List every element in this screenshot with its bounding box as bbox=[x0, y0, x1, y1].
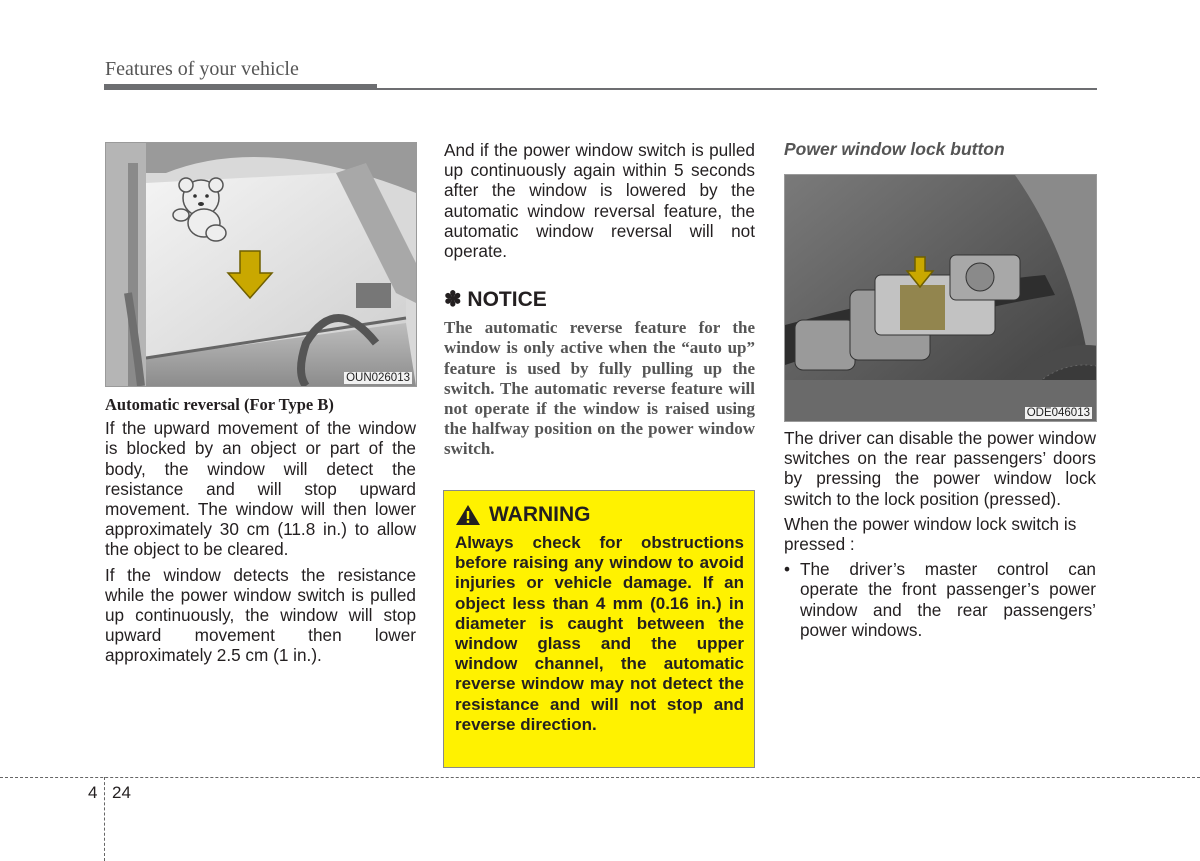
warning-box bbox=[443, 490, 755, 768]
figure-code: ODE046013 bbox=[1026, 407, 1090, 419]
warning-header bbox=[455, 503, 744, 527]
paragraph: And if the power window switch is pulled up continuously again within 5 seconds after the window is lowered by the automatic window reversal feature, the automatic window reversal will not operate. bbox=[444, 140, 755, 262]
right-column-text bbox=[784, 428, 1096, 640]
header-rule-thick bbox=[104, 84, 377, 90]
paragraph: The driver can disable the power window switches on the rear passengers’ doors by pressing the power window lock switch to the lock position (pressed). bbox=[784, 428, 1096, 509]
figure-caption: Automatic reversal (For Type B) bbox=[105, 395, 334, 414]
door-switch-panel-drawing bbox=[785, 175, 1096, 421]
bullet-item bbox=[784, 559, 1096, 640]
chapter-number: 4 bbox=[88, 783, 98, 802]
notice-title: ✽ NOTICE bbox=[444, 288, 547, 312]
figure-code: OUN026013 bbox=[346, 372, 410, 384]
footer-vertical-divider bbox=[104, 777, 105, 861]
warning-triangle-icon bbox=[455, 504, 481, 526]
section-title: Power window lock button bbox=[784, 139, 1005, 159]
paragraph: If the window detects the resistance while the power window switch is pulled up continuously, the window will stop upward movement then lower approximately 2.5 cm (1 in.). bbox=[105, 564, 416, 666]
footer-divider bbox=[0, 777, 1200, 778]
window-reversal-illustration bbox=[105, 142, 417, 387]
warning-body: Always check for obstructions before raising any window to avoid injuries or vehicle damage. If an object less than 4 mm (0.16 in.) in diameter is caught between the window glass and the upper window channel, the automatic reverse window may not detect the resistance and will not stop and reverse direction. bbox=[455, 533, 744, 734]
bullet-dot-icon: • bbox=[784, 559, 791, 580]
page-header-title: Features of your vehicle bbox=[105, 58, 299, 80]
warning-title: WARNING bbox=[489, 503, 591, 526]
bullet-text: The driver’s master control can operate the front passenger’s power window and the rear passengers’ power windows. bbox=[800, 559, 1096, 640]
page-number: 24 bbox=[112, 783, 131, 802]
notice-body: The automatic reverse feature for the window is only active when the “auto up” feature is used by fully pulling up the switch. The automatic reverse feature will not operate if the window is raised using the halfway position on the power window switch. bbox=[444, 318, 755, 459]
paragraph: When the power window lock switch is pressed : bbox=[784, 513, 1077, 555]
window-lock-button-illustration bbox=[784, 174, 1097, 422]
left-column-text bbox=[105, 395, 416, 671]
middle-column-text bbox=[444, 140, 755, 460]
paragraph: If the upward movement of the window is blocked by an object or part of the body, the window will detect the resistance and will stop upward movement. The window will then lower approximately 30 cm (11.8 in.) to allow the object to be cleared. bbox=[105, 418, 416, 560]
header-rule-thin bbox=[377, 88, 1097, 90]
car-interior-drawing bbox=[106, 143, 416, 386]
